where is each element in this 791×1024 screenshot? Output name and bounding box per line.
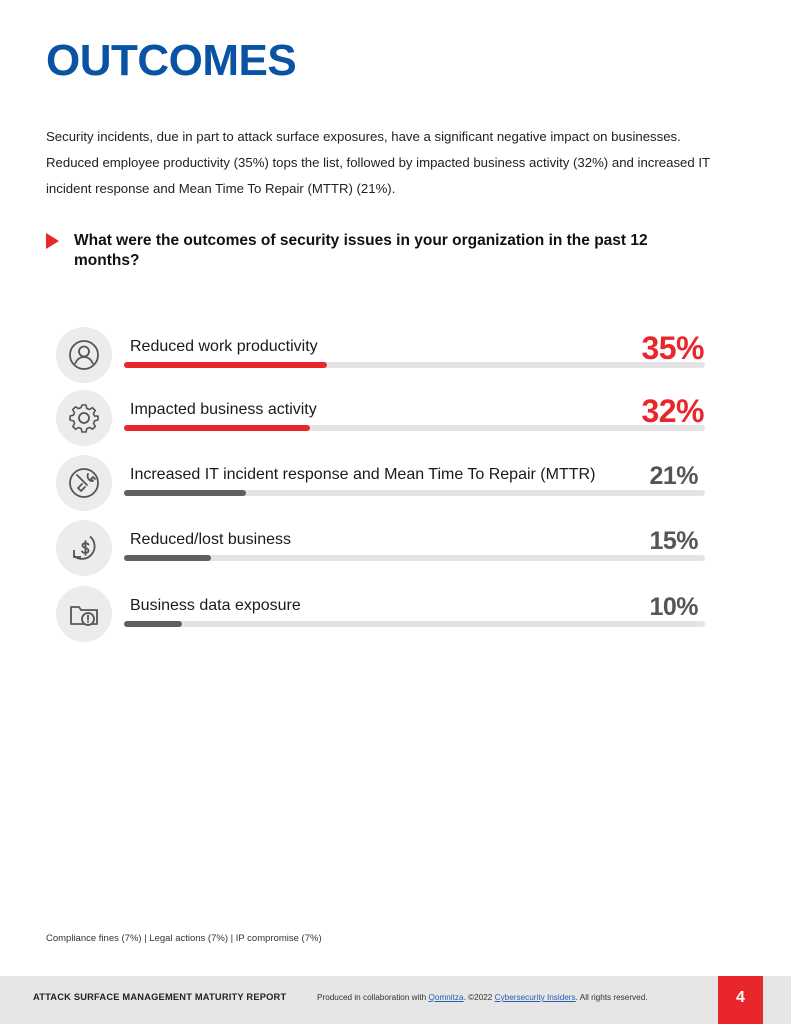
- bar-track: [124, 490, 705, 496]
- folder-alert-icon: [56, 586, 112, 642]
- chart-row: [56, 455, 716, 511]
- intro-paragraph: Security incidents, due in part to attack surface exposures, have a significant negative impact on businesses. Reduced employee productivity (35%) tops the list, followed by impacted business activity (32%) and increased IT incident response and Mean Time To Repair (MTTR) (21%).: [46, 129, 710, 196]
- bar-track: [124, 425, 705, 431]
- user-icon: [56, 327, 112, 383]
- credit-line: [317, 993, 648, 1002]
- chart-row: [56, 327, 716, 383]
- category-label: Increased IT incident response and Mean Time To Repair (MTTR): [130, 466, 596, 483]
- bar: [124, 362, 327, 368]
- other-responses-note: Compliance fines (7%) | Legal actions (7%) | IP compromise (7%): [46, 933, 322, 944]
- bar: [124, 555, 211, 561]
- category-label: Reduced work productivity: [130, 338, 318, 355]
- value-label: 21%: [649, 462, 698, 490]
- bar-track: [124, 362, 705, 368]
- page-footer: [0, 976, 791, 1024]
- value-label: 15%: [649, 527, 698, 555]
- bar-track: [124, 555, 705, 561]
- page-number: 4: [718, 976, 763, 1024]
- page-title: OUTCOMES: [46, 36, 297, 85]
- credit-suffix: . All rights reserved.: [575, 993, 648, 1002]
- value-label: 32%: [641, 393, 704, 429]
- gear-icon: [56, 390, 112, 446]
- chart-row: [56, 586, 716, 642]
- chart-row: [56, 520, 716, 576]
- report-title: ATTACK SURFACE MANAGEMENT MATURITY REPORT: [33, 992, 287, 1002]
- question-text: What were the outcomes of security issues in your organization in the past 12 months?: [74, 232, 648, 269]
- category-label: Reduced/lost business: [130, 531, 291, 548]
- category-label: Business data exposure: [130, 597, 301, 614]
- bar: [124, 425, 310, 431]
- value-label: 35%: [641, 330, 704, 366]
- publisher-link[interactable]: Cybersecurity Insiders: [494, 993, 576, 1002]
- partner-link[interactable]: Qomnitza: [428, 993, 464, 1002]
- bar-track: [124, 621, 705, 627]
- bar: [124, 621, 182, 627]
- bar: [124, 490, 246, 496]
- credit-middle: . ©2022: [463, 993, 495, 1002]
- wrench-icon: [56, 455, 112, 511]
- category-label: Impacted business activity: [130, 401, 317, 418]
- chart-row: [56, 390, 716, 446]
- credit-prefix: Produced in collaboration with: [317, 993, 429, 1002]
- value-label: 10%: [649, 593, 698, 621]
- dollar-down-icon: [56, 520, 112, 576]
